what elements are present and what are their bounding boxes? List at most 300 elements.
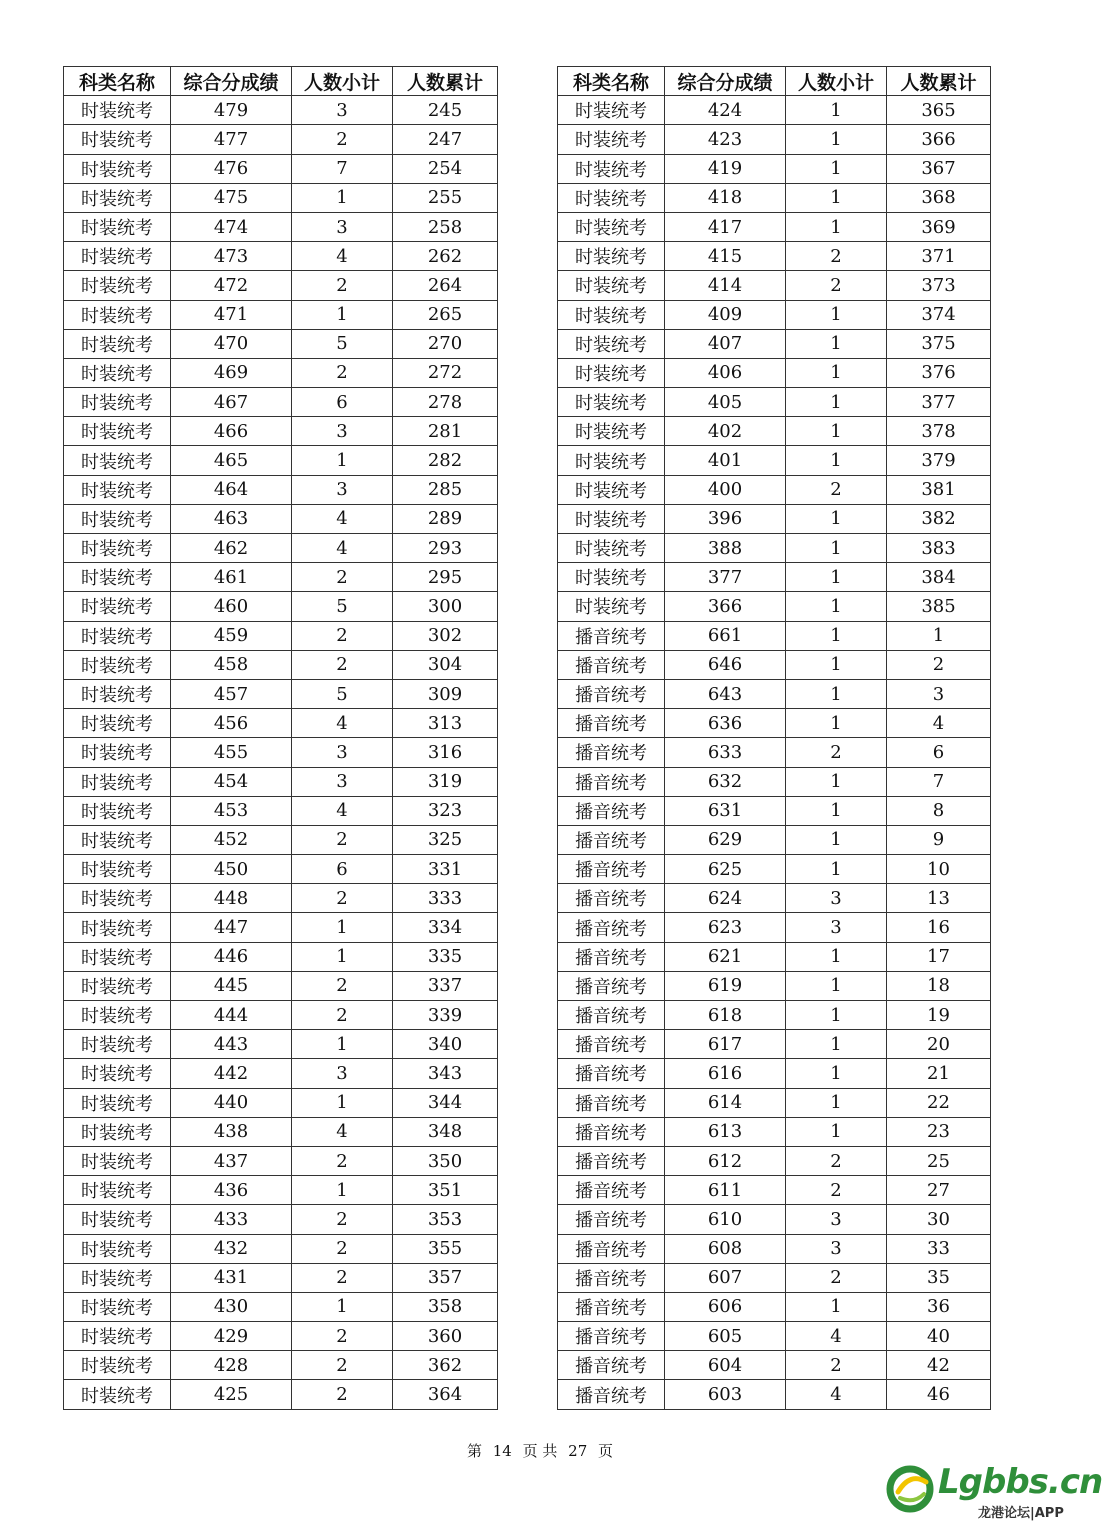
cell-cumulative: 334 bbox=[393, 913, 498, 942]
cell-count: 1 bbox=[292, 446, 393, 475]
cell-count: 1 bbox=[786, 504, 887, 533]
cell-cumulative: 9 bbox=[887, 825, 991, 854]
header-count: 人数小计 bbox=[786, 67, 887, 96]
cell-cumulative: 355 bbox=[393, 1234, 498, 1263]
cell-category: 时装统考 bbox=[558, 96, 665, 125]
cell-category: 播音统考 bbox=[558, 1146, 665, 1175]
cell-category: 时装统考 bbox=[558, 271, 665, 300]
cell-category: 时装统考 bbox=[64, 650, 171, 679]
cell-category: 时装统考 bbox=[64, 242, 171, 271]
cell-score: 473 bbox=[171, 242, 292, 271]
table-row bbox=[64, 154, 498, 183]
table-row bbox=[64, 271, 498, 300]
cell-count: 2 bbox=[292, 1380, 393, 1409]
cell-cumulative: 245 bbox=[393, 96, 498, 125]
table-row bbox=[558, 884, 991, 913]
cell-score: 453 bbox=[171, 796, 292, 825]
cell-cumulative: 362 bbox=[393, 1351, 498, 1380]
cell-count: 1 bbox=[786, 1030, 887, 1059]
cell-cumulative: 366 bbox=[887, 125, 991, 154]
cell-category: 时装统考 bbox=[64, 563, 171, 592]
cell-count: 2 bbox=[292, 1322, 393, 1351]
table-row bbox=[64, 96, 498, 125]
cell-category: 播音统考 bbox=[558, 1322, 665, 1351]
cell-category: 时装统考 bbox=[64, 1117, 171, 1146]
cell-score: 409 bbox=[665, 300, 786, 329]
cell-category: 时装统考 bbox=[64, 1322, 171, 1351]
cell-cumulative: 325 bbox=[393, 825, 498, 854]
cell-score: 629 bbox=[665, 825, 786, 854]
cell-count: 1 bbox=[786, 300, 887, 329]
footer-total-pages: 27 bbox=[568, 1442, 588, 1460]
cell-count: 1 bbox=[786, 679, 887, 708]
cell-count: 1 bbox=[786, 1088, 887, 1117]
cell-category: 播音统考 bbox=[558, 855, 665, 884]
cell-cumulative: 16 bbox=[887, 913, 991, 942]
table-row bbox=[558, 1117, 991, 1146]
cell-category: 时装统考 bbox=[64, 1351, 171, 1380]
cell-category: 播音统考 bbox=[558, 825, 665, 854]
logo-subtitle: 龙港论坛|APP bbox=[978, 1506, 1064, 1521]
cell-cumulative: 300 bbox=[393, 592, 498, 621]
cell-cumulative: 376 bbox=[887, 358, 991, 387]
table-row bbox=[64, 446, 498, 475]
cell-count: 1 bbox=[786, 1059, 887, 1088]
cell-score: 450 bbox=[171, 855, 292, 884]
cell-cumulative: 40 bbox=[887, 1322, 991, 1351]
cell-cumulative: 313 bbox=[393, 709, 498, 738]
cell-count: 6 bbox=[292, 855, 393, 884]
cell-category: 时装统考 bbox=[558, 300, 665, 329]
cell-count: 1 bbox=[292, 1030, 393, 1059]
table-row bbox=[558, 855, 991, 884]
table-row bbox=[64, 650, 498, 679]
cell-cumulative: 36 bbox=[887, 1292, 991, 1321]
table-row bbox=[558, 738, 991, 767]
cell-category: 时装统考 bbox=[64, 183, 171, 212]
cell-category: 播音统考 bbox=[558, 679, 665, 708]
cell-category: 时装统考 bbox=[64, 709, 171, 738]
cell-category: 时装统考 bbox=[64, 504, 171, 533]
cell-cumulative: 262 bbox=[393, 242, 498, 271]
cell-count: 1 bbox=[786, 329, 887, 358]
cell-score: 452 bbox=[171, 825, 292, 854]
cell-cumulative: 378 bbox=[887, 417, 991, 446]
cell-score: 617 bbox=[665, 1030, 786, 1059]
cell-cumulative: 384 bbox=[887, 563, 991, 592]
cell-score: 475 bbox=[171, 183, 292, 212]
header-score: 综合分成绩 bbox=[665, 67, 786, 96]
cell-category: 时装统考 bbox=[64, 738, 171, 767]
cell-count: 2 bbox=[292, 621, 393, 650]
table-row bbox=[558, 271, 991, 300]
table-row bbox=[558, 534, 991, 563]
cell-cumulative: 364 bbox=[393, 1380, 498, 1409]
table-row bbox=[558, 300, 991, 329]
table-row bbox=[64, 1263, 498, 1292]
cell-category: 时装统考 bbox=[64, 96, 171, 125]
cell-cumulative: 295 bbox=[393, 563, 498, 592]
cell-score: 425 bbox=[171, 1380, 292, 1409]
cell-score: 457 bbox=[171, 679, 292, 708]
cell-count: 3 bbox=[786, 913, 887, 942]
cell-category: 时装统考 bbox=[64, 446, 171, 475]
cell-score: 433 bbox=[171, 1205, 292, 1234]
cell-score: 474 bbox=[171, 212, 292, 241]
table-row bbox=[558, 475, 991, 504]
table-row bbox=[558, 825, 991, 854]
header-category: 科类名称 bbox=[64, 67, 171, 96]
cell-score: 463 bbox=[171, 504, 292, 533]
table-row bbox=[64, 738, 498, 767]
cell-count: 4 bbox=[292, 242, 393, 271]
cell-score: 477 bbox=[171, 125, 292, 154]
cell-count: 3 bbox=[292, 417, 393, 446]
cell-cumulative: 385 bbox=[887, 592, 991, 621]
cell-score: 418 bbox=[665, 183, 786, 212]
cell-category: 时装统考 bbox=[558, 329, 665, 358]
cell-score: 432 bbox=[171, 1234, 292, 1263]
cell-category: 时装统考 bbox=[64, 913, 171, 942]
table-row bbox=[64, 884, 498, 913]
cell-cumulative: 331 bbox=[393, 855, 498, 884]
cell-cumulative: 344 bbox=[393, 1088, 498, 1117]
cell-cumulative: 7 bbox=[887, 767, 991, 796]
table-row bbox=[64, 1117, 498, 1146]
cell-score: 625 bbox=[665, 855, 786, 884]
cell-score: 423 bbox=[665, 125, 786, 154]
score-table-right bbox=[557, 66, 991, 1410]
footer-mid: 页 共 bbox=[522, 1442, 558, 1460]
cell-score: 618 bbox=[665, 1001, 786, 1030]
cell-cumulative: 3 bbox=[887, 679, 991, 708]
cell-category: 时装统考 bbox=[64, 388, 171, 417]
cell-count: 2 bbox=[292, 1205, 393, 1234]
cell-category: 时装统考 bbox=[64, 1088, 171, 1117]
cell-category: 时装统考 bbox=[64, 855, 171, 884]
cell-category: 播音统考 bbox=[558, 1380, 665, 1409]
table-row bbox=[64, 417, 498, 446]
cell-score: 612 bbox=[665, 1146, 786, 1175]
cell-count: 2 bbox=[292, 650, 393, 679]
table-row bbox=[64, 1205, 498, 1234]
table-row bbox=[558, 621, 991, 650]
cell-cumulative: 340 bbox=[393, 1030, 498, 1059]
table-row bbox=[64, 1292, 498, 1321]
cell-category: 时装统考 bbox=[558, 242, 665, 271]
table-header-row bbox=[64, 67, 498, 96]
cell-cumulative: 22 bbox=[887, 1088, 991, 1117]
cell-category: 时装统考 bbox=[64, 1146, 171, 1175]
cell-count: 4 bbox=[786, 1322, 887, 1351]
cell-score: 608 bbox=[665, 1234, 786, 1263]
table-row bbox=[558, 183, 991, 212]
cell-score: 400 bbox=[665, 475, 786, 504]
cell-count: 2 bbox=[786, 1146, 887, 1175]
cell-score: 424 bbox=[665, 96, 786, 125]
cell-score: 603 bbox=[665, 1380, 786, 1409]
cell-count: 3 bbox=[786, 1234, 887, 1263]
logo-mark-icon bbox=[886, 1464, 936, 1514]
cell-score: 438 bbox=[171, 1117, 292, 1146]
cell-score: 623 bbox=[665, 913, 786, 942]
cell-score: 616 bbox=[665, 1059, 786, 1088]
table-row bbox=[558, 1176, 991, 1205]
cell-category: 时装统考 bbox=[64, 271, 171, 300]
cell-score: 454 bbox=[171, 767, 292, 796]
cell-score: 388 bbox=[665, 534, 786, 563]
cell-category: 时装统考 bbox=[64, 1059, 171, 1088]
cell-cumulative: 350 bbox=[393, 1146, 498, 1175]
cell-count: 2 bbox=[292, 1351, 393, 1380]
table-row bbox=[64, 971, 498, 1000]
cell-category: 时装统考 bbox=[64, 1001, 171, 1030]
table-row bbox=[64, 504, 498, 533]
cell-category: 播音统考 bbox=[558, 1263, 665, 1292]
table-row bbox=[558, 1292, 991, 1321]
cell-score: 604 bbox=[665, 1351, 786, 1380]
cell-cumulative: 264 bbox=[393, 271, 498, 300]
cell-score: 472 bbox=[171, 271, 292, 300]
cell-count: 2 bbox=[292, 1234, 393, 1263]
cell-score: 417 bbox=[665, 212, 786, 241]
table-row bbox=[64, 621, 498, 650]
cell-cumulative: 27 bbox=[887, 1176, 991, 1205]
table-row bbox=[64, 242, 498, 271]
cell-category: 时装统考 bbox=[558, 183, 665, 212]
header-category: 科类名称 bbox=[558, 67, 665, 96]
table-row bbox=[64, 1176, 498, 1205]
cell-category: 时装统考 bbox=[558, 212, 665, 241]
cell-category: 时装统考 bbox=[64, 1292, 171, 1321]
table-row bbox=[64, 913, 498, 942]
cell-category: 播音统考 bbox=[558, 796, 665, 825]
cell-score: 440 bbox=[171, 1088, 292, 1117]
table-row bbox=[64, 300, 498, 329]
cell-count: 1 bbox=[786, 96, 887, 125]
cell-score: 405 bbox=[665, 388, 786, 417]
cell-cumulative: 272 bbox=[393, 358, 498, 387]
table-row bbox=[64, 125, 498, 154]
cell-cumulative: 258 bbox=[393, 212, 498, 241]
cell-cumulative: 35 bbox=[887, 1263, 991, 1292]
cell-score: 415 bbox=[665, 242, 786, 271]
cell-cumulative: 281 bbox=[393, 417, 498, 446]
table-row bbox=[64, 1322, 498, 1351]
cell-score: 402 bbox=[665, 417, 786, 446]
cell-category: 时装统考 bbox=[64, 1176, 171, 1205]
watermark-logo bbox=[886, 1462, 1102, 1522]
cell-count: 1 bbox=[786, 971, 887, 1000]
cell-cumulative: 374 bbox=[887, 300, 991, 329]
table-row bbox=[558, 154, 991, 183]
cell-score: 366 bbox=[665, 592, 786, 621]
cell-category: 时装统考 bbox=[64, 475, 171, 504]
table-row bbox=[64, 475, 498, 504]
cell-cumulative: 371 bbox=[887, 242, 991, 271]
cell-count: 2 bbox=[786, 1176, 887, 1205]
cell-score: 464 bbox=[171, 475, 292, 504]
cell-count: 1 bbox=[292, 300, 393, 329]
cell-category: 播音统考 bbox=[558, 1001, 665, 1030]
table-row bbox=[64, 709, 498, 738]
cell-score: 401 bbox=[665, 446, 786, 475]
cell-cumulative: 255 bbox=[393, 183, 498, 212]
table-row bbox=[558, 417, 991, 446]
table-row bbox=[558, 942, 991, 971]
cell-count: 1 bbox=[292, 913, 393, 942]
cell-count: 4 bbox=[292, 796, 393, 825]
cell-score: 633 bbox=[665, 738, 786, 767]
cell-count: 2 bbox=[786, 242, 887, 271]
cell-cumulative: 293 bbox=[393, 534, 498, 563]
header-cumulative: 人数累计 bbox=[393, 67, 498, 96]
cell-score: 459 bbox=[171, 621, 292, 650]
header-score: 综合分成绩 bbox=[171, 67, 292, 96]
table-row bbox=[558, 1322, 991, 1351]
cell-cumulative: 357 bbox=[393, 1263, 498, 1292]
cell-score: 636 bbox=[665, 709, 786, 738]
cell-category: 时装统考 bbox=[558, 358, 665, 387]
cell-count: 1 bbox=[786, 796, 887, 825]
cell-cumulative: 10 bbox=[887, 855, 991, 884]
cell-category: 时装统考 bbox=[558, 504, 665, 533]
cell-count: 1 bbox=[786, 212, 887, 241]
cell-score: 456 bbox=[171, 709, 292, 738]
cell-count: 1 bbox=[786, 1001, 887, 1030]
cell-category: 播音统考 bbox=[558, 942, 665, 971]
cell-count: 1 bbox=[786, 767, 887, 796]
table-row bbox=[558, 242, 991, 271]
table-row bbox=[558, 563, 991, 592]
cell-cumulative: 17 bbox=[887, 942, 991, 971]
cell-category: 时装统考 bbox=[64, 1380, 171, 1409]
table-row bbox=[558, 1263, 991, 1292]
cell-score: 445 bbox=[171, 971, 292, 1000]
cell-score: 407 bbox=[665, 329, 786, 358]
cell-cumulative: 302 bbox=[393, 621, 498, 650]
cell-score: 605 bbox=[665, 1322, 786, 1351]
cell-count: 3 bbox=[292, 96, 393, 125]
cell-category: 时装统考 bbox=[64, 1263, 171, 1292]
cell-cumulative: 353 bbox=[393, 1205, 498, 1234]
header-cumulative: 人数累计 bbox=[887, 67, 991, 96]
cell-category: 时装统考 bbox=[64, 621, 171, 650]
cell-category: 播音统考 bbox=[558, 650, 665, 679]
cell-cumulative: 365 bbox=[887, 96, 991, 125]
cell-score: 614 bbox=[665, 1088, 786, 1117]
cell-score: 436 bbox=[171, 1176, 292, 1205]
cell-count: 1 bbox=[292, 183, 393, 212]
table-row bbox=[558, 1146, 991, 1175]
cell-cumulative: 381 bbox=[887, 475, 991, 504]
cell-score: 465 bbox=[171, 446, 292, 475]
table-row bbox=[558, 446, 991, 475]
cell-count: 4 bbox=[292, 1117, 393, 1146]
cell-count: 5 bbox=[292, 679, 393, 708]
cell-count: 2 bbox=[292, 125, 393, 154]
cell-category: 时装统考 bbox=[64, 1234, 171, 1263]
table-row bbox=[64, 358, 498, 387]
cell-category: 时装统考 bbox=[64, 971, 171, 1000]
table-row bbox=[64, 942, 498, 971]
cell-score: 646 bbox=[665, 650, 786, 679]
cell-category: 播音统考 bbox=[558, 621, 665, 650]
cell-category: 时装统考 bbox=[64, 592, 171, 621]
table-row bbox=[64, 1234, 498, 1263]
cell-score: 479 bbox=[171, 96, 292, 125]
cell-score: 471 bbox=[171, 300, 292, 329]
cell-category: 播音统考 bbox=[558, 1059, 665, 1088]
cell-count: 1 bbox=[292, 1292, 393, 1321]
cell-score: 624 bbox=[665, 884, 786, 913]
table-row bbox=[558, 1088, 991, 1117]
cell-category: 时装统考 bbox=[558, 446, 665, 475]
table-row bbox=[558, 709, 991, 738]
cell-cumulative: 23 bbox=[887, 1117, 991, 1146]
cell-score: 396 bbox=[665, 504, 786, 533]
cell-cumulative: 21 bbox=[887, 1059, 991, 1088]
table-row bbox=[64, 1380, 498, 1409]
cell-count: 4 bbox=[292, 504, 393, 533]
table-row bbox=[558, 212, 991, 241]
table-row bbox=[64, 855, 498, 884]
cell-cumulative: 358 bbox=[393, 1292, 498, 1321]
cell-score: 621 bbox=[665, 942, 786, 971]
score-table-left bbox=[63, 66, 498, 1410]
table-row bbox=[558, 388, 991, 417]
cell-score: 414 bbox=[665, 271, 786, 300]
cell-cumulative: 379 bbox=[887, 446, 991, 475]
cell-count: 2 bbox=[292, 358, 393, 387]
cell-count: 1 bbox=[786, 650, 887, 679]
cell-cumulative: 343 bbox=[393, 1059, 498, 1088]
cell-score: 460 bbox=[171, 592, 292, 621]
cell-score: 631 bbox=[665, 796, 786, 825]
cell-score: 661 bbox=[665, 621, 786, 650]
cell-score: 461 bbox=[171, 563, 292, 592]
cell-score: 428 bbox=[171, 1351, 292, 1380]
cell-category: 时装统考 bbox=[558, 125, 665, 154]
footer-prefix: 第 bbox=[466, 1442, 482, 1460]
cell-category: 时装统考 bbox=[64, 1030, 171, 1059]
cell-category: 播音统考 bbox=[558, 1088, 665, 1117]
cell-count: 2 bbox=[786, 1263, 887, 1292]
cell-cumulative: 265 bbox=[393, 300, 498, 329]
logo-brand: Lgbbs.cn bbox=[938, 1462, 1102, 1502]
table-row bbox=[558, 592, 991, 621]
table-row bbox=[558, 329, 991, 358]
cell-score: 462 bbox=[171, 534, 292, 563]
table-row bbox=[558, 1059, 991, 1088]
cell-count: 1 bbox=[786, 125, 887, 154]
cell-category: 播音统考 bbox=[558, 1030, 665, 1059]
cell-count: 1 bbox=[786, 1117, 887, 1146]
table-row bbox=[64, 563, 498, 592]
cell-score: 430 bbox=[171, 1292, 292, 1321]
cell-count: 1 bbox=[786, 388, 887, 417]
cell-count: 1 bbox=[786, 1292, 887, 1321]
cell-category: 时装统考 bbox=[64, 796, 171, 825]
cell-category: 时装统考 bbox=[64, 358, 171, 387]
cell-count: 1 bbox=[786, 942, 887, 971]
cell-score: 607 bbox=[665, 1263, 786, 1292]
cell-category: 时装统考 bbox=[64, 154, 171, 183]
table-row bbox=[64, 1351, 498, 1380]
cell-score: 406 bbox=[665, 358, 786, 387]
cell-count: 5 bbox=[292, 592, 393, 621]
cell-score: 458 bbox=[171, 650, 292, 679]
